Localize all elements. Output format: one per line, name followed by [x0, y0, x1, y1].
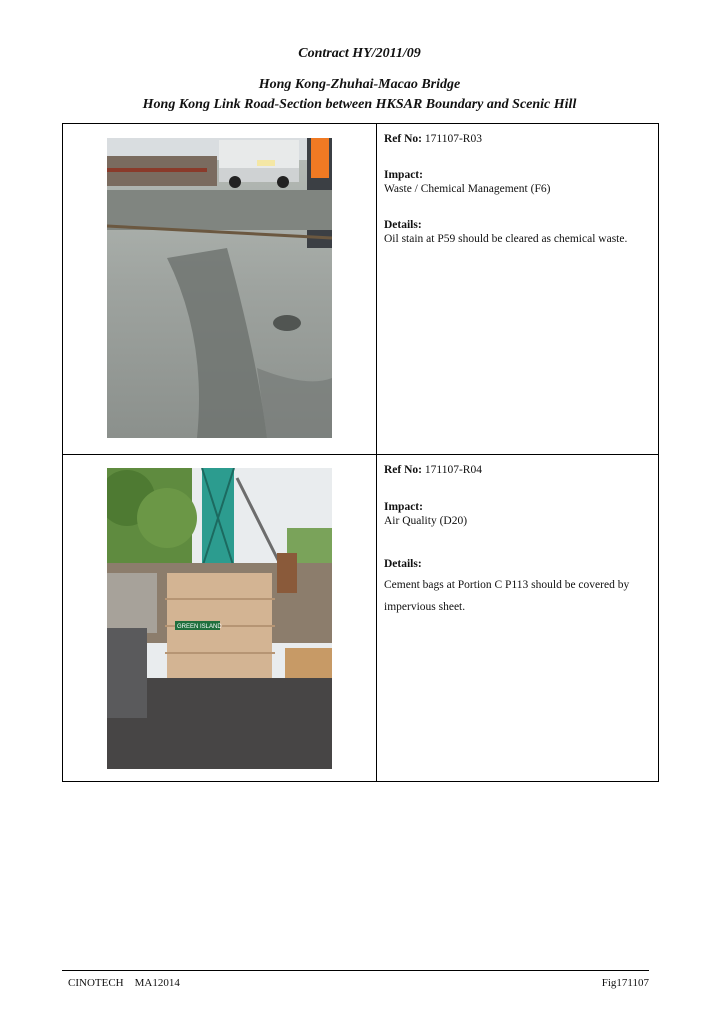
footer-fig: Fig171107: [601, 977, 649, 989]
details-line-2: impervious sheet.: [384, 601, 466, 613]
impact-value: Waste / Chemical Management (F6): [384, 183, 551, 195]
record-row-r03: [63, 124, 658, 455]
ref-value: 171107-R03: [424, 133, 482, 145]
details-value: Oil stain at P59 should be cleared as chemical waste.: [384, 233, 628, 245]
impact-value: Air Quality (D20): [384, 515, 468, 527]
footer-divider: [62, 970, 649, 971]
project-title: Hong Kong-Zhuhai-Macao Bridge: [258, 77, 461, 92]
record-row-r04: [63, 455, 658, 781]
cement-bags-photo-image: [107, 468, 332, 769]
details-label: Details:: [384, 219, 422, 231]
ref-label: Ref No:: [384, 464, 422, 476]
oil-stain-photo-image: [107, 138, 332, 438]
contract-title: Contract HY/2011/09: [298, 46, 421, 61]
impact-label: Impact:: [384, 169, 423, 181]
details-line-1: Cement bags at Portion C P113 should be covered by: [384, 579, 630, 591]
photo-cement-bags: [107, 468, 332, 769]
ref-value: 171107-R04: [424, 464, 482, 476]
section-title: Hong Kong Link Road-Section between HKSAR Boundary and Scenic Hill: [142, 97, 577, 112]
ref-label: Ref No:: [384, 133, 422, 145]
footer-company: CINOTECH: [68, 977, 124, 989]
footer-left: [68, 977, 180, 989]
footer-code: MA12014: [134, 977, 180, 989]
bag-brand-text: GREEN ISLAND: [177, 624, 222, 630]
photo-oil-stain: [107, 138, 332, 438]
records-table: [62, 123, 659, 782]
impact-label: Impact:: [384, 501, 423, 513]
details-label: Details:: [384, 558, 422, 570]
